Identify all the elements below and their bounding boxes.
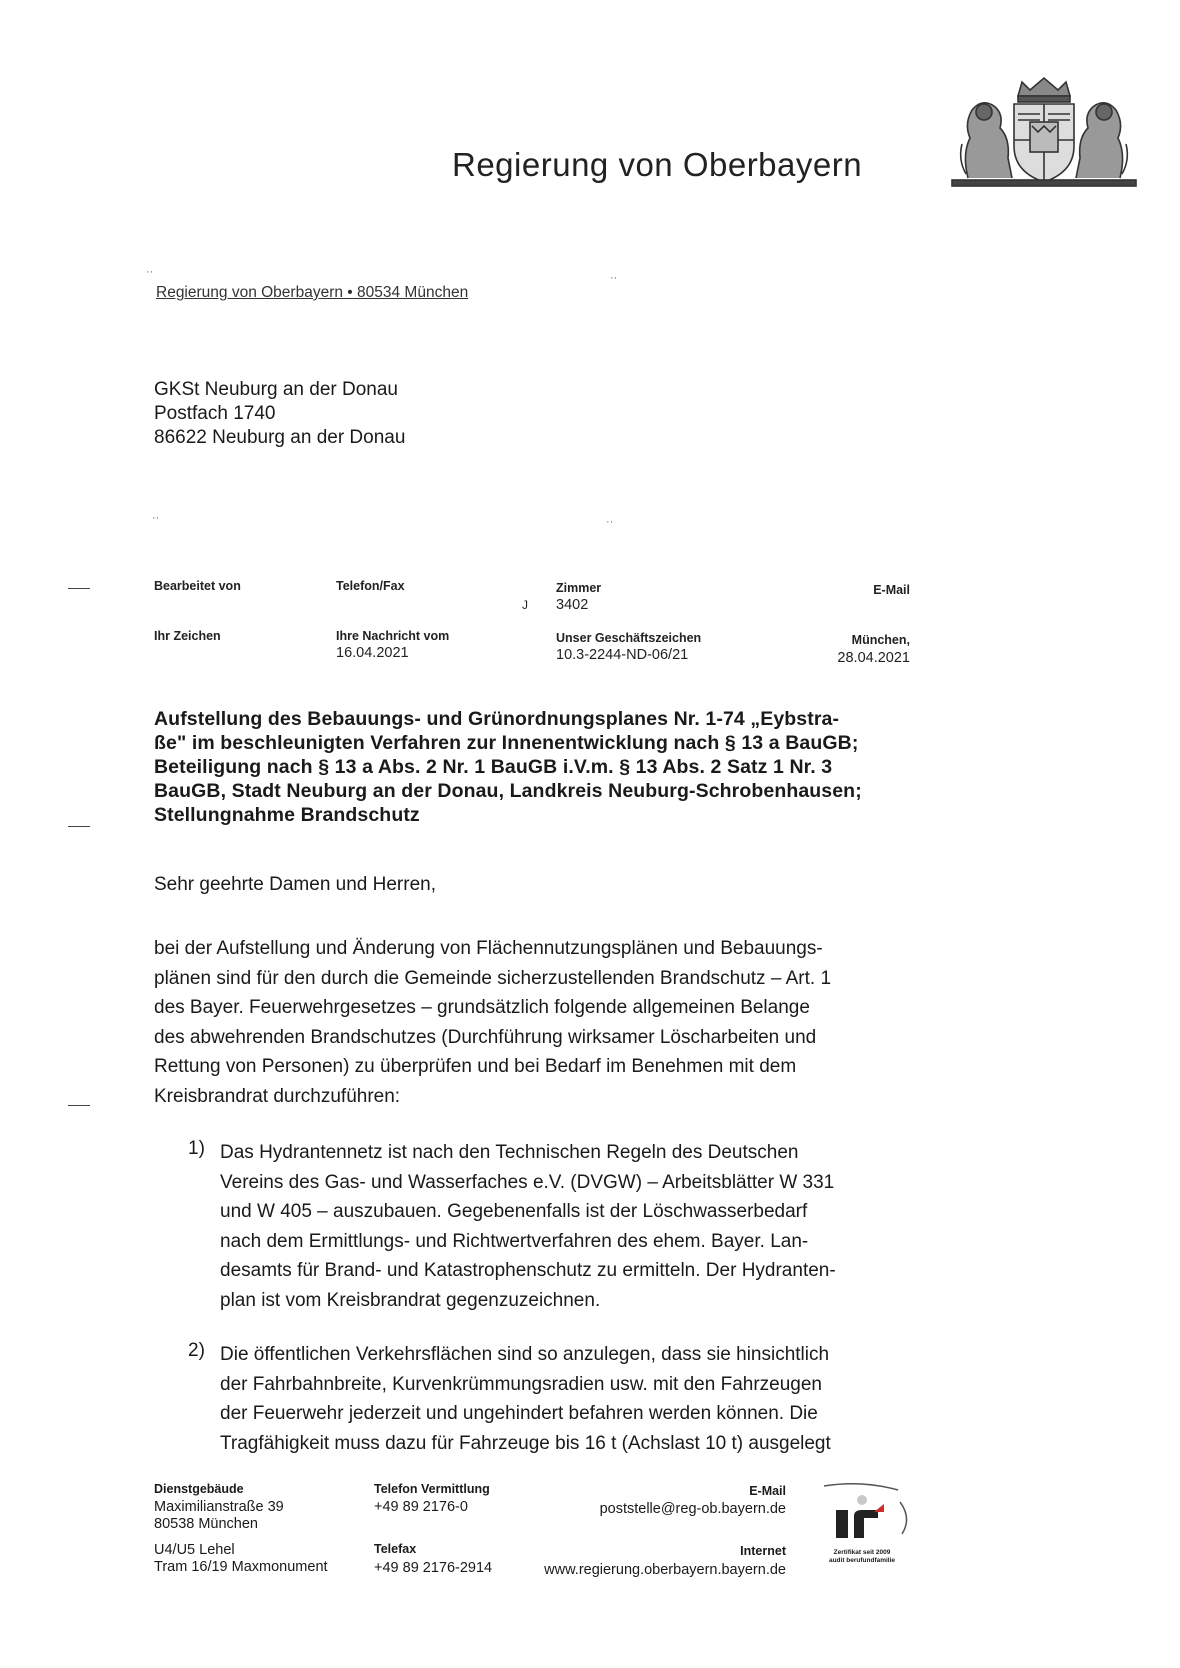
footer-email-label: E-Mail (749, 1484, 786, 1498)
telefax-value: +49 89 2176-2914 (374, 1560, 493, 1576)
fold-mark (68, 1105, 90, 1106)
recipient-line: 86622 Neuburg an der Donau (154, 427, 406, 448)
item-number: 1) (188, 1138, 205, 1159)
ort-label: München, (851, 633, 910, 647)
intro-paragraph (154, 934, 831, 1111)
transit-info (154, 1542, 328, 1576)
internet-label: Internet (740, 1544, 786, 1558)
telefax-label: Telefax (374, 1542, 417, 1556)
list-item (220, 1340, 831, 1458)
list-item (220, 1138, 836, 1315)
item-line: Das Hydrantennetz ist nach den Technischen Regeln des Deutschen (220, 1142, 799, 1163)
salutation: Sehr geehrte Damen und Herren, (154, 874, 436, 895)
punch-dots: ·· (606, 516, 614, 528)
paragraph-line: des abwehrenden Brandschutzes (Durchführung wirksamer Löscharbeiten und (154, 1026, 817, 1048)
ihr-zeichen-label: Ihr Zeichen (154, 629, 221, 643)
footer-email-value[interactable]: poststelle@reg-ob.bayern.de (599, 1501, 786, 1517)
subject-line: ße" im beschleunigten Verfahren zur Innenentwicklung nach § 13 a BauGB; (154, 732, 859, 754)
item-line: nach dem Ermittlungs- und Richtwertverfahren des ehem. Bayer. Lan- (220, 1230, 809, 1252)
telefon-value: +49 89 2176-0 (374, 1499, 468, 1515)
fold-mark (68, 588, 90, 589)
dienstgebaeude-address (154, 1499, 284, 1533)
telefon-fax-label: Telefon/Fax (336, 579, 405, 593)
item-line: der Fahrbahnbreite, Kurvenkrümmungsradien usw. mit den Fahrzeugen (220, 1373, 822, 1395)
item-line: desamts für Brand- und Katastrophenschutz zu ermitteln. Der Hydranten- (220, 1260, 836, 1281)
paragraph-line: des Bayer. Feuerwehrgesetzes – grundsätzlich folgende allgemeinen Belange (154, 997, 810, 1018)
zimmer-value: 3402 (556, 597, 589, 613)
audit-logo-icon (814, 1482, 910, 1544)
ihre-nachricht-label: Ihre Nachricht vom (336, 629, 450, 643)
dienstgebaeude-label: Dienstgebäude (154, 1482, 244, 1496)
punch-dots: ·· (146, 266, 154, 278)
item-line: Vereins des Gas- und Wasserfaches e.V. (DVGW) – Arbeitsblätter W 331 (220, 1171, 835, 1193)
geschaeftszeichen-value: 10.3-2244-ND-06/21 (556, 647, 689, 663)
internet-value[interactable]: www.regierung.oberbayern.bayern.de (544, 1562, 786, 1578)
cert-text-line: audit berufundfamilie (828, 1557, 896, 1564)
item-line: und W 405 – auszubauen. Gegebenenfalls ist der Löschwasserbedarf (220, 1201, 808, 1222)
item-line: plan ist vom Kreisbrandrat gegenzuzeichnen. (220, 1289, 601, 1311)
item-number: 2) (188, 1340, 205, 1361)
cert-text-line: Zertifikat seit 2009 (833, 1549, 891, 1556)
item-line: der Feuerwehr jederzeit und ungehindert befahren werden können. Die (220, 1403, 818, 1424)
email-label: E-Mail (873, 583, 910, 597)
bearbeitet-von-label: Bearbeitet von (154, 579, 241, 593)
footer-line: Maximilianstraße 39 (154, 1499, 284, 1515)
telefon-label: Telefon Vermittlung (374, 1482, 490, 1496)
punch-dots: ·· (152, 512, 160, 524)
stray-mark: J (522, 598, 528, 612)
footer-line: Tram 16/19 Maxmonument (154, 1559, 328, 1575)
recipient-line: Postfach 1740 (154, 403, 276, 424)
footer-line: 80538 München (154, 1516, 258, 1532)
return-address: Regierung von Oberbayern • 80534 München (156, 284, 469, 301)
cert-text (814, 1549, 910, 1565)
item-line: Tragfähigkeit muss dazu für Fahrzeuge bis 16 t (Achslast 10 t) ausgelegt (220, 1432, 831, 1454)
geschaeftszeichen-label: Unser Geschäftszeichen (556, 631, 702, 645)
page-title: Regierung von Oberbayern (452, 146, 863, 183)
fold-mark (68, 826, 90, 827)
paragraph-line: plänen sind für den durch die Gemeinde sicherzustellenden Brandschutz – Art. 1 (154, 967, 832, 989)
recipient-address (154, 378, 405, 450)
recipient-line: GKSt Neuburg an der Donau (154, 379, 398, 400)
paragraph-line: Kreisbrandrat durchzuführen: (154, 1085, 401, 1107)
subject-line: Stellungnahme Brandschutz (154, 804, 420, 826)
zimmer-label: Zimmer (556, 581, 602, 595)
subject-line: Beteiligung nach § 13 a Abs. 2 Nr. 1 BauGB i.V.m. § 13 Abs. 2 Satz 1 Nr. 3 (154, 756, 833, 778)
paragraph-line: Rettung von Personen) zu überprüfen und bei Bedarf im Benehmen mit dem (154, 1056, 797, 1077)
paragraph-line: bei der Aufstellung und Änderung von Flächennutzungsplänen und Bebauungs- (154, 938, 823, 959)
subject-line: BauGB, Stadt Neuburg an der Donau, Landkreis Neuburg-Schrobenhausen; (154, 780, 862, 802)
subject (154, 707, 914, 827)
bavarian-coat-of-arms-icon (948, 74, 1140, 190)
subject-line: Aufstellung des Bebauungs- und Grünordnungsplanes Nr. 1-74 „Eybstra- (154, 708, 840, 730)
item-line: Die öffentlichen Verkehrsflächen sind so anzulegen, dass sie hinsichtlich (220, 1344, 830, 1365)
footer-line: U4/U5 Lehel (154, 1542, 235, 1558)
audit-berufundfamilie-badge (814, 1482, 910, 1568)
ihre-nachricht-value: 16.04.2021 (336, 645, 409, 661)
datum-value: 28.04.2021 (837, 650, 910, 666)
punch-dots: ·· (610, 272, 618, 284)
